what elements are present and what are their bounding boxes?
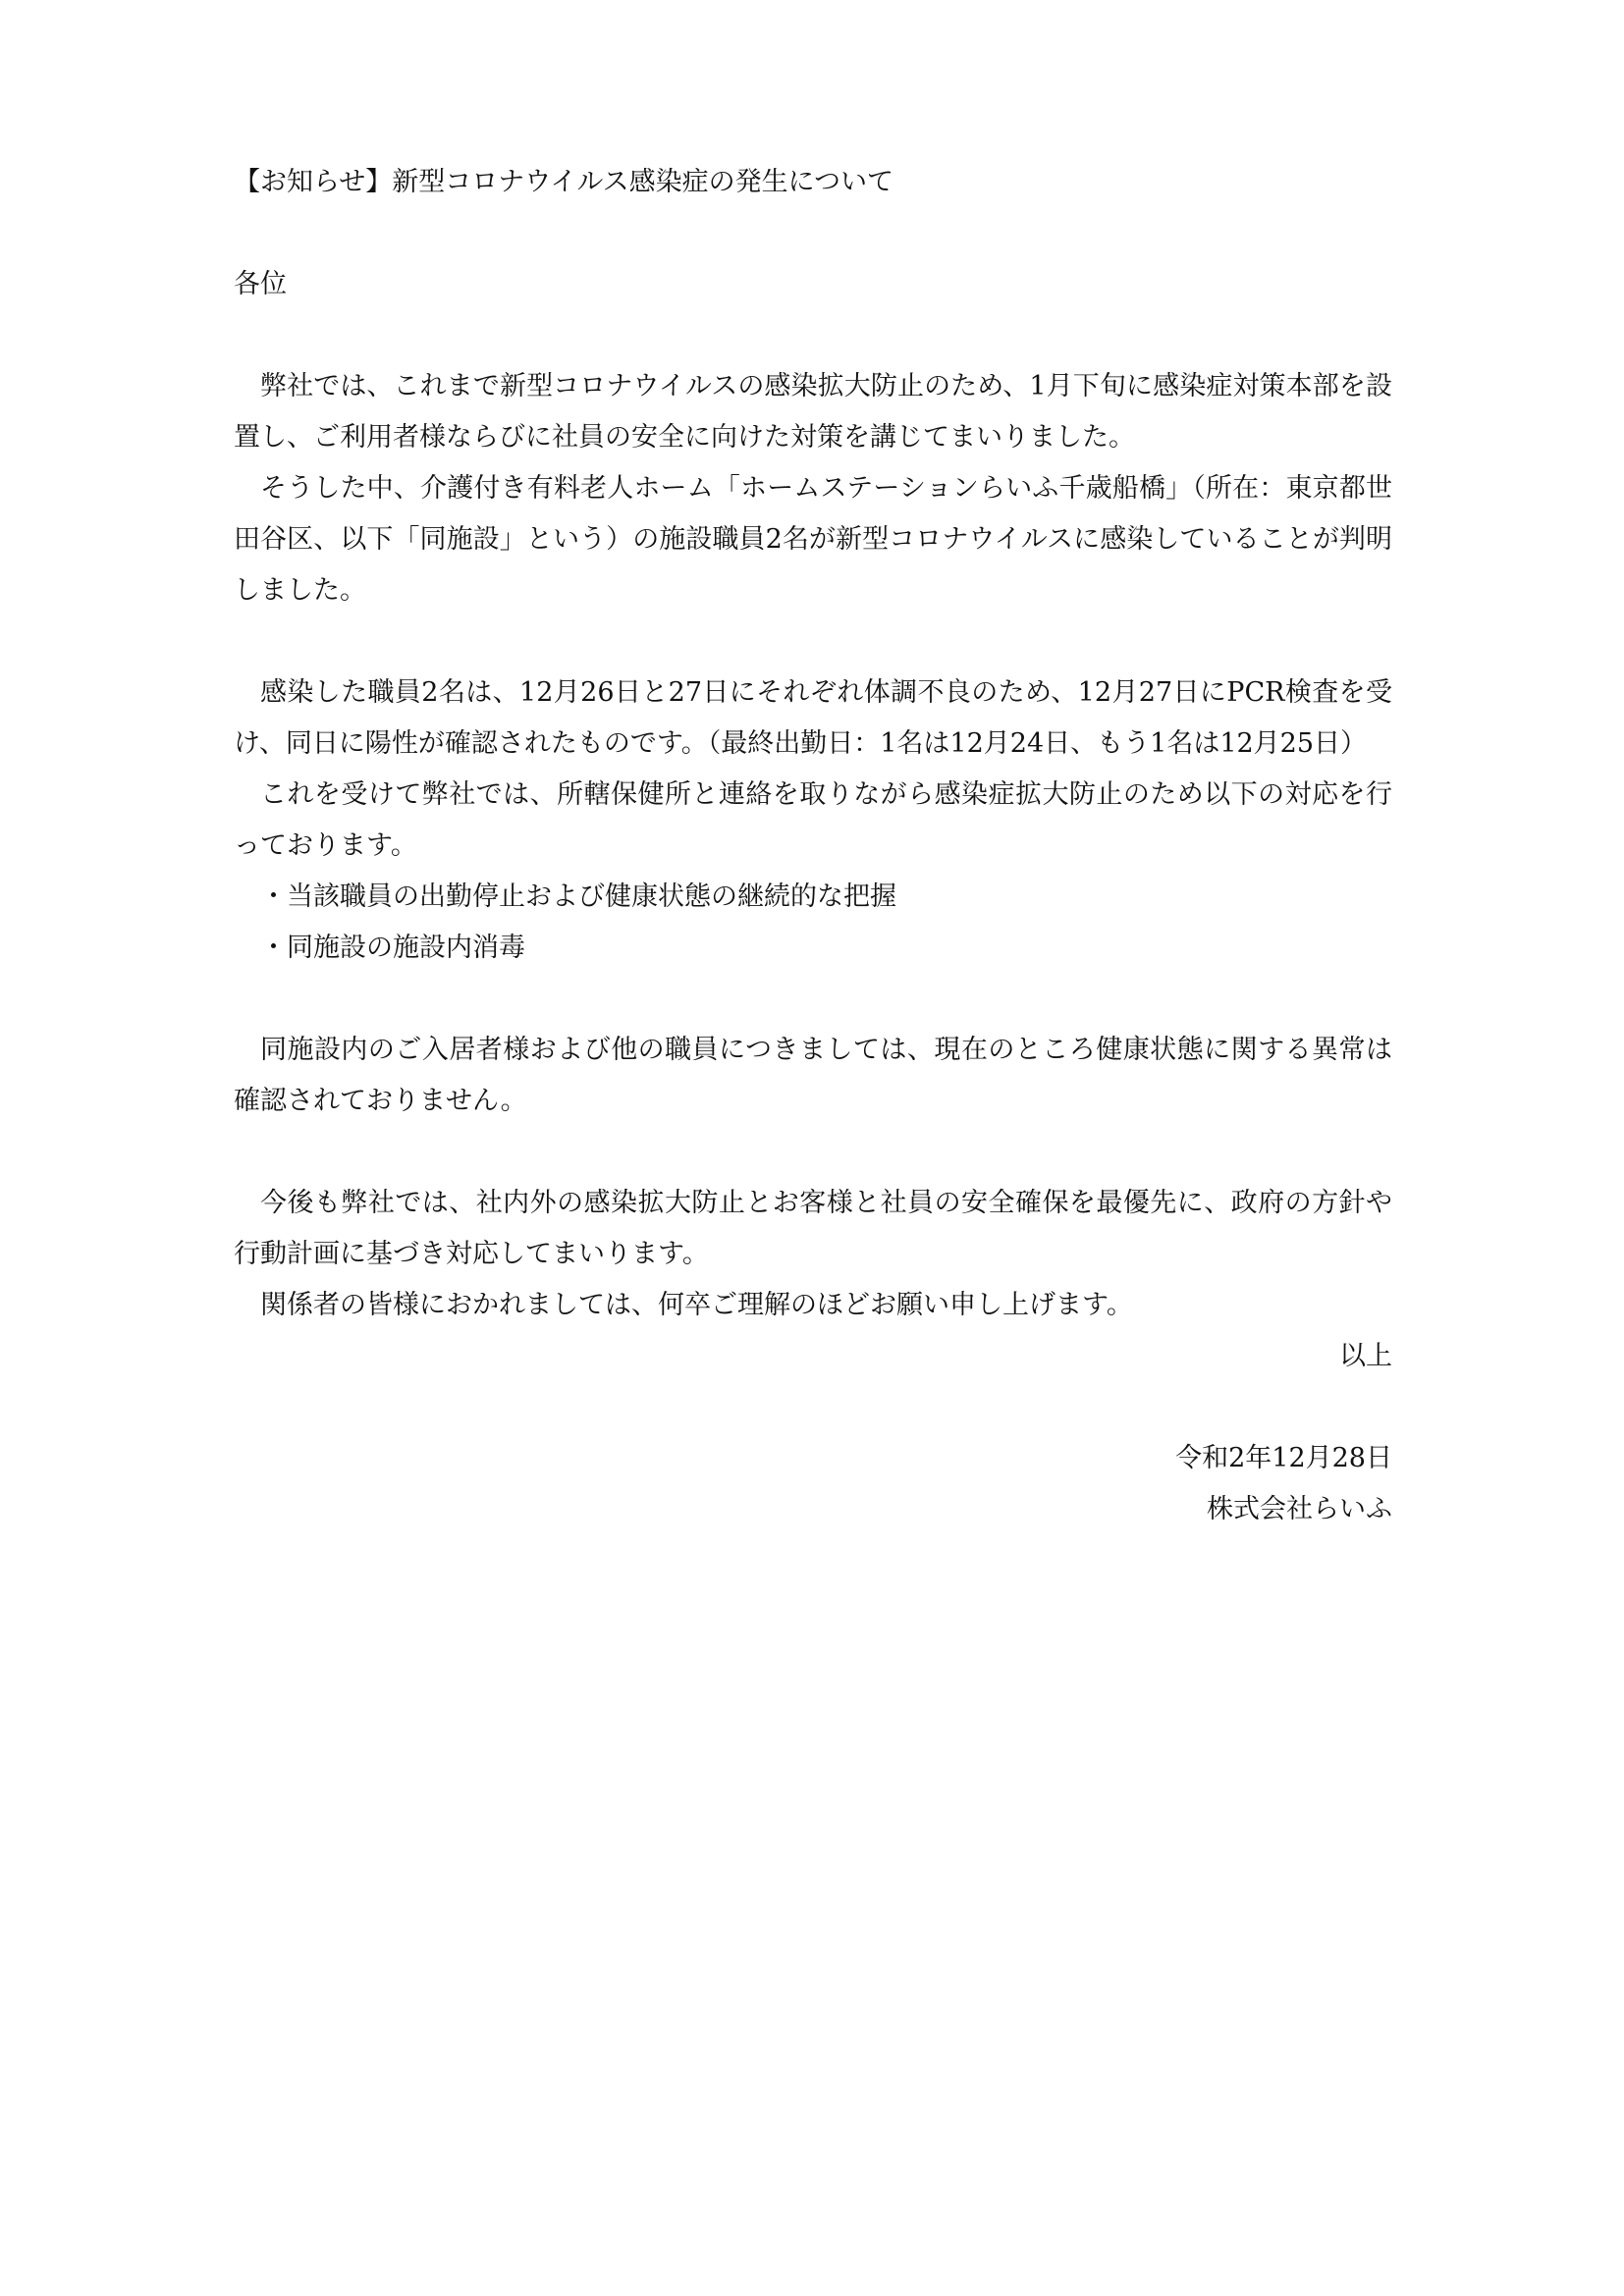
status-section — [234, 1025, 1392, 1127]
issue-date: 令和2年12月28日 — [1175, 1443, 1392, 1473]
status-paragraph: 同施設内のご入居者様および他の職員につきましては、現在のところ健康状態に関する異常は確認されておりません。 — [234, 1035, 1392, 1116]
measure-item: ・同施設の施設内消毒 — [260, 933, 525, 963]
intro-paragraph: 弊社では、これまで新型コロナウイルスの感染拡大防止のため、1月下旬に感染症対策本部を設置し、ご利用者様ならびに社員の安全に向けた対策を講じてまいりました。 — [234, 371, 1392, 453]
intro-paragraph: そうした中、介護付き有料老人ホーム「ホームステーションらいふ千歳船橋」（所在：東京都世田谷区、以下「同施設」という）の施設職員2名が新型コロナウイルスに感染していることが判明しました。 — [234, 473, 1392, 606]
measure-item: ・当該職員の出勤停止および健康状態の継続的な把握 — [260, 881, 896, 912]
details-paragraph: これを受けて弊社では、所轄保健所と連絡を取りながら感染症拡大防止のため以下の対応を行っております。 — [234, 779, 1392, 861]
document-page — [234, 157, 1392, 1535]
closing-paragraph: 関係者の皆様におかれましては、何卒ご理解のほどお願い申し上げます。 — [260, 1290, 1133, 1320]
document-title: 【お知らせ】新型コロナウイルス感染症の発生について — [234, 167, 894, 197]
details-section — [234, 667, 1392, 974]
signature-block — [234, 1433, 1392, 1535]
addressee: 各位 — [234, 269, 287, 299]
closing-paragraph: 今後も弊社では、社内外の感染拡大防止とお客様と社員の安全確保を最優先に、政府の方針や行動計画に基づき対応してまいります。 — [234, 1188, 1392, 1269]
intro-section — [234, 361, 1392, 616]
end-mark: 以上 — [1339, 1341, 1392, 1371]
closing-section — [234, 1178, 1392, 1382]
company-name: 株式会社らいふ — [1207, 1494, 1392, 1524]
details-paragraph: 感染した職員2名は、12月26日と27日にそれぞれ体調不良のため、12月27日にPCR検査を受け、同日に陽性が確認されたものです。（最終出勤日：1名は12月24日、もう1名は12月25日） — [234, 677, 1392, 759]
